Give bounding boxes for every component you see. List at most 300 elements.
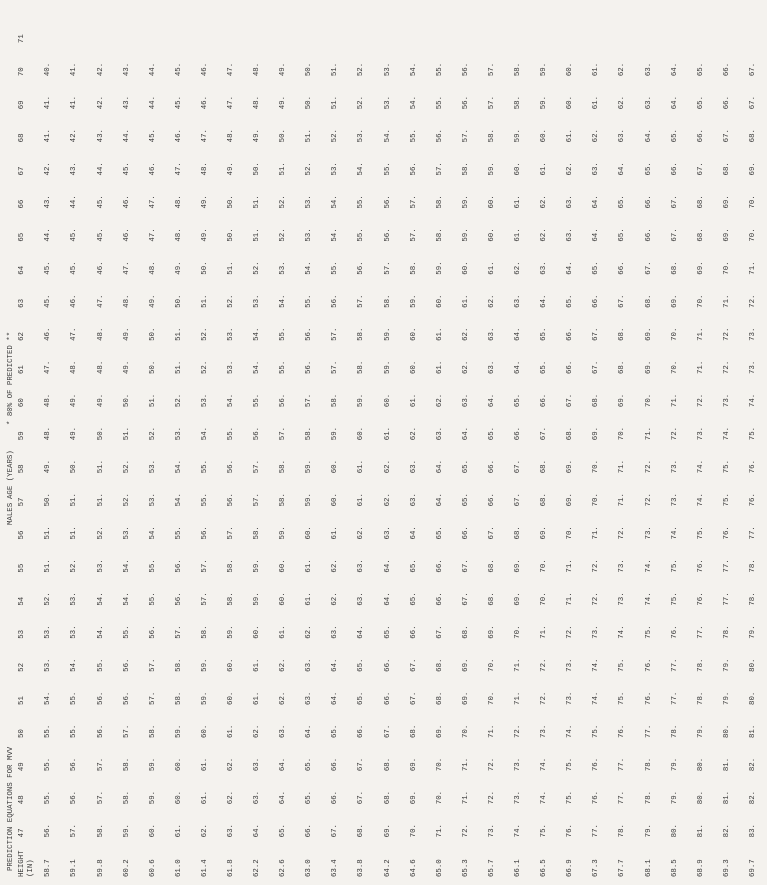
mvv-value-cell: 67. [514, 493, 523, 507]
mvv-value-cell: 65. [487, 426, 496, 441]
mvv-value-cell: 50. [122, 393, 131, 408]
height-cell: 65.7 [487, 859, 496, 877]
mvv-value-cell: 50. [227, 228, 235, 242]
mvv-value-cell: 69. [722, 228, 731, 242]
mvv-value-cell: 79. [644, 824, 653, 838]
mvv-value-cell: 65. [383, 625, 392, 639]
mvv-value-cell: 67. [566, 393, 575, 408]
mvv-value-cell: 54. [200, 426, 209, 441]
mvv-value-cell: 59. [540, 95, 549, 110]
mvv-value-cell: 63. [618, 129, 627, 143]
table-row [662, 10, 688, 877]
height-header: HEIGHT [17, 850, 26, 877]
mvv-value-cell: 75. [618, 658, 627, 672]
table-row [427, 10, 453, 877]
mvv-value-cell: 50. [44, 493, 53, 507]
mvv-value-cell: 70. [487, 691, 496, 705]
mvv-value-cell: 58. [148, 724, 157, 739]
mvv-value-cell: 78. [670, 724, 679, 739]
age-header: 47 [17, 828, 26, 838]
mvv-value-cell: 54. [174, 459, 183, 474]
mvv-value-cell: 65. [461, 459, 470, 474]
mvv-value-cell: 65. [618, 228, 627, 242]
mvv-value-cell: 58. [305, 426, 314, 441]
mvv-value-cell: 53. [279, 261, 288, 275]
mvv-value-cell: 75. [748, 426, 757, 441]
mvv-value-cell: 48. [253, 62, 262, 77]
mvv-value-cell: 64. [383, 559, 392, 573]
table-row [62, 10, 88, 877]
mvv-value-cell: 79. [696, 724, 705, 739]
height-cell: 63.8 [357, 859, 366, 877]
mvv-value-cell: 74. [540, 790, 549, 805]
mvv-value-cell: 69. [644, 327, 653, 341]
mvv-value-cell: 80. [696, 757, 705, 772]
mvv-value-cell: 68. [618, 360, 627, 375]
mvv-value-cell: 71. [748, 261, 757, 275]
mvv-value-cell: 68. [722, 162, 731, 176]
mvv-value-cell: 78. [644, 757, 653, 772]
mvv-value-cell: 69. [461, 658, 470, 672]
mvv-value-cell: 73. [748, 327, 757, 341]
mvv-value-cell: 67. [383, 724, 392, 739]
height-cell: 64.2 [383, 859, 392, 877]
mvv-value-cell: 68. [487, 592, 496, 606]
mvv-value-cell: 62. [487, 294, 496, 308]
mvv-value-cell: 58. [174, 691, 183, 705]
mvv-value-cell: 59. [409, 294, 418, 308]
mvv-value-cell: 61. [592, 95, 601, 110]
mvv-value-cell: 57. [96, 757, 105, 772]
mvv-value-cell: 46. [44, 327, 53, 341]
mvv-value-cell: 66. [435, 592, 444, 606]
mvv-value-cell: 66. [540, 393, 549, 408]
mvv-value-cell: 47. [70, 327, 79, 341]
mvv-value-cell: 77. [670, 691, 679, 705]
mvv-value-cell: 67. [748, 62, 757, 77]
age-header: 58 [17, 464, 26, 474]
mvv-value-cell: 72. [540, 691, 549, 705]
table-row [558, 10, 584, 877]
mvv-value-cell: 60. [305, 526, 314, 540]
mvv-value-cell: 59. [383, 360, 392, 375]
mvv-value-cell: 61. [253, 658, 262, 672]
mvv-value-cell: 76. [592, 790, 601, 805]
mvv-value-cell: 50. [227, 195, 235, 209]
mvv-value-cell: 66. [461, 526, 470, 540]
mvv-value-cell: 54. [122, 592, 131, 606]
mvv-value-cell: 67. [409, 691, 418, 705]
mvv-value-cell: 82. [748, 757, 757, 772]
height-cell: 66.5 [540, 859, 549, 877]
mvv-value-cell: 65. [670, 129, 679, 143]
mvv-value-cell: 47. [44, 360, 53, 375]
mvv-value-cell: 68. [514, 526, 523, 540]
mvv-value-cell: 54. [279, 294, 288, 308]
mvv-value-cell: 73. [514, 790, 523, 805]
mvv-value-cell: 53. [253, 294, 262, 308]
mvv-value-cell: 56. [96, 691, 105, 705]
mvv-value-cell: 62. [383, 459, 392, 474]
mvv-value-cell: 59. [227, 625, 235, 639]
mvv-value-cell: 69. [566, 459, 575, 474]
mvv-value-cell: 67. [409, 658, 418, 672]
mvv-value-cell: 70. [670, 360, 679, 375]
mvv-value-cell: 69. [383, 824, 392, 838]
mvv-value-cell: 53. [70, 625, 79, 639]
mvv-value-cell: 53. [383, 62, 392, 77]
mvv-value-cell: 56. [227, 493, 235, 507]
mvv-value-cell: 58. [122, 790, 131, 805]
mvv-value-cell: 56. [70, 757, 79, 772]
mvv-value-cell: 42. [70, 129, 79, 143]
mvv-value-cell: 56. [461, 95, 470, 110]
table-row [610, 10, 636, 877]
mvv-value-cell: 68. [540, 493, 549, 507]
mvv-value-cell: 59. [331, 426, 340, 441]
mvv-value-cell: 61. [435, 360, 444, 375]
mvv-value-cell: 44. [96, 162, 105, 176]
mvv-value-cell: 63. [409, 493, 418, 507]
mvv-value-cell: 63. [357, 559, 366, 573]
mvv-value-cell: 63. [435, 426, 444, 441]
mvv-value-cell: 52. [200, 327, 209, 341]
height-cell: 68.5 [670, 859, 679, 877]
mvv-value-cell: 60. [227, 691, 235, 705]
mvv-value-cell: 64. [331, 691, 340, 705]
mvv-value-cell: 68. [461, 625, 470, 639]
age-header: 59 [17, 431, 26, 441]
height-cell: 64.6 [409, 859, 418, 877]
mvv-value-cell: 49. [96, 393, 105, 408]
mvv-value-cell: 72. [461, 824, 470, 838]
mvv-value-cell: 62. [566, 162, 575, 176]
mvv-value-cell: 54. [383, 129, 392, 143]
mvv-value-cell: 73. [592, 625, 601, 639]
mvv-value-cell: 41. [70, 95, 79, 110]
mvv-value-cell: 62. [279, 658, 288, 672]
mvv-value-cell: 56. [383, 195, 392, 209]
height-cell: 62.6 [279, 859, 288, 877]
mvv-value-cell: 66. [644, 195, 653, 209]
table-body [36, 10, 767, 877]
mvv-value-cell: 49. [200, 228, 209, 242]
mvv-value-cell: 60. [174, 757, 183, 772]
mvv-value-cell: 59. [305, 459, 314, 474]
mvv-value-cell: 69. [487, 625, 496, 639]
mvv-value-cell: 66. [409, 625, 418, 639]
mvv-value-cell: 50. [253, 162, 262, 176]
mvv-value-cell: 53. [331, 162, 340, 176]
table-row [323, 10, 349, 877]
mvv-value-cell: 59. [540, 62, 549, 77]
mvv-value-cell: 76. [722, 526, 731, 540]
mvv-value-cell: 58. [487, 129, 496, 143]
mvv-table [18, 10, 767, 877]
mvv-value-cell: 59. [174, 724, 183, 739]
mvv-value-cell: 51. [227, 261, 235, 275]
mvv-value-cell: 57. [70, 824, 79, 838]
mvv-value-cell: 52. [96, 526, 105, 540]
mvv-value-cell: 56. [305, 360, 314, 375]
mvv-value-cell: 51. [96, 493, 105, 507]
height-cell: 68.9 [696, 859, 705, 877]
mvv-value-cell: 74. [644, 592, 653, 606]
mvv-value-cell: 64. [435, 459, 444, 474]
table-row [506, 10, 532, 877]
mvv-value-cell: 78. [696, 658, 705, 672]
mvv-value-cell: 74. [618, 625, 627, 639]
mvv-value-cell: 58. [435, 228, 444, 242]
mvv-value-cell: 77. [618, 757, 627, 772]
mvv-value-cell: 55. [227, 426, 235, 441]
mvv-value-cell: 49. [70, 426, 79, 441]
mvv-value-cell: 59. [461, 228, 470, 242]
mvv-value-cell: 56. [331, 294, 340, 308]
mvv-value-cell: 76. [644, 691, 653, 705]
height-cell: 68.1 [644, 859, 653, 877]
mvv-value-cell: 56. [227, 459, 235, 474]
mvv-value-cell: 66. [383, 691, 392, 705]
mvv-value-cell: 73. [670, 493, 679, 507]
mvv-value-cell: 45. [96, 195, 105, 209]
mvv-value-cell: 75. [722, 493, 731, 507]
mvv-value-cell: 63. [279, 724, 288, 739]
mvv-value-cell: 70. [435, 757, 444, 772]
mvv-value-cell: 49. [279, 62, 288, 77]
mvv-value-cell: 70. [592, 459, 601, 474]
mvv-value-cell: 50. [200, 261, 209, 275]
mvv-value-cell: 73. [696, 426, 705, 441]
mvv-value-cell: 52. [174, 393, 183, 408]
mvv-value-cell: 60. [409, 327, 418, 341]
mvv-value-cell: 57. [383, 261, 392, 275]
mvv-value-cell: 58. [96, 824, 105, 838]
mvv-value-cell: 64. [487, 393, 496, 408]
mvv-value-cell: 48. [200, 162, 209, 176]
mvv-value-cell: 69. [409, 790, 418, 805]
mvv-value-cell: 66. [566, 360, 575, 375]
mvv-value-cell: 68. [748, 129, 757, 143]
mvv-value-cell: 67. [357, 790, 366, 805]
mvv-value-cell: 54. [253, 327, 262, 341]
mvv-value-cell: 51. [174, 327, 183, 341]
mvv-value-cell: 45. [44, 261, 53, 275]
mvv-value-cell: 67. [514, 459, 523, 474]
mvv-value-cell: 57. [148, 658, 157, 672]
age-header: 48 [17, 795, 26, 805]
mvv-value-cell: 55. [148, 592, 157, 606]
mvv-value-cell: 48. [96, 327, 105, 341]
mvv-value-cell: 49. [200, 195, 209, 209]
mvv-value-cell: 63. [461, 393, 470, 408]
mvv-value-cell: 70. [540, 592, 549, 606]
age-header: 57 [17, 497, 26, 507]
mvv-value-cell: 45. [174, 62, 183, 77]
mvv-value-cell: 75. [722, 459, 731, 474]
mvv-value-cell: 52. [122, 459, 131, 474]
mvv-value-cell: 55. [70, 724, 79, 739]
mvv-value-cell: 73. [748, 360, 757, 375]
mvv-value-cell: 55. [174, 526, 183, 540]
mvv-value-cell: 50. [148, 360, 157, 375]
mvv-value-cell: 66. [592, 294, 601, 308]
mvv-value-cell: 73. [618, 559, 627, 573]
mvv-value-cell: 56. [148, 625, 157, 639]
mvv-value-cell: 58. [357, 360, 366, 375]
mvv-value-cell: 53. [44, 625, 53, 639]
mvv-value-cell: 46. [122, 228, 131, 242]
mvv-value-cell: 56. [96, 724, 105, 739]
mvv-value-cell: 71. [514, 658, 523, 672]
mvv-value-cell: 50. [148, 327, 157, 341]
mvv-value-cell: 64. [592, 195, 601, 209]
mvv-value-cell: 60. [566, 95, 575, 110]
mvv-value-cell: 64. [540, 294, 549, 308]
mvv-value-cell: 47. [174, 162, 183, 176]
mvv-value-cell: 53. [148, 459, 157, 474]
mvv-value-cell: 60. [227, 658, 235, 672]
mvv-value-cell: 54. [331, 195, 340, 209]
mvv-value-cell: 47. [122, 261, 131, 275]
age-header: 69 [17, 100, 26, 110]
mvv-value-cell: 60. [566, 62, 575, 77]
mvv-value-cell: 61. [592, 62, 601, 77]
mvv-value-cell: 60. [331, 459, 340, 474]
mvv-value-cell: 70. [487, 658, 496, 672]
mvv-value-cell: 47. [148, 228, 157, 242]
age-header: 54 [17, 596, 26, 606]
mvv-value-cell: 70. [461, 724, 470, 739]
mvv-value-cell: 60. [174, 790, 183, 805]
mvv-value-cell: 46. [148, 162, 157, 176]
mvv-value-cell: 46. [122, 195, 131, 209]
mvv-value-cell: 58. [122, 757, 131, 772]
mvv-value-cell: 66. [487, 459, 496, 474]
mvv-value-cell: 71. [696, 360, 705, 375]
height-cell: 61.0 [174, 859, 183, 877]
mvv-value-cell: 65. [461, 493, 470, 507]
mvv-value-cell: 72. [487, 790, 496, 805]
mvv-value-cell: 63. [253, 757, 262, 772]
mvv-value-cell: 58. [227, 559, 235, 573]
height-cell: 59.8 [96, 859, 105, 877]
mvv-value-cell: 73. [618, 592, 627, 606]
table-row [688, 10, 714, 877]
mvv-value-cell: 69. [670, 294, 679, 308]
mvv-value-cell: 70. [670, 327, 679, 341]
mvv-value-cell: 65. [618, 195, 627, 209]
mvv-value-cell: 65. [540, 360, 549, 375]
mvv-value-cell: 54. [409, 95, 418, 110]
mvv-value-cell: 65. [409, 592, 418, 606]
mvv-value-cell: 68. [592, 393, 601, 408]
table-row [297, 10, 323, 877]
mvv-value-cell: 62. [227, 757, 235, 772]
table-row [375, 10, 401, 877]
mvv-value-cell: 56. [44, 824, 53, 838]
mvv-value-cell: 63. [540, 261, 549, 275]
mvv-value-cell: 60. [435, 294, 444, 308]
mvv-value-cell: 69. [618, 393, 627, 408]
height-cell: 65.0 [435, 859, 444, 877]
mvv-value-cell: 74. [592, 691, 601, 705]
mvv-value-cell: 60. [279, 592, 288, 606]
mvv-value-cell: 61. [514, 228, 523, 242]
mvv-value-cell: 83. [748, 824, 757, 838]
mvv-value-cell: 64. [305, 724, 314, 739]
mvv-value-cell: 75. [644, 625, 653, 639]
mvv-value-cell: 63. [566, 228, 575, 242]
mvv-value-cell: 61. [566, 129, 575, 143]
mvv-value-cell: 79. [670, 790, 679, 805]
mvv-value-cell: 60. [200, 724, 209, 739]
mvv-value-cell: 51. [253, 195, 262, 209]
mvv-value-cell: 62. [253, 724, 262, 739]
mvv-value-cell: 48. [148, 261, 157, 275]
mvv-value-cell: 65. [357, 691, 366, 705]
mvv-value-cell: 55. [305, 294, 314, 308]
mvv-value-cell: 66. [618, 261, 627, 275]
mvv-value-cell: 58. [357, 327, 366, 341]
mvv-value-cell: 58. [461, 162, 470, 176]
mvv-value-cell: 63. [592, 162, 601, 176]
mvv-value-cell: 69. [540, 526, 549, 540]
mvv-value-cell: 57. [253, 459, 262, 474]
mvv-value-cell: 81. [722, 757, 731, 772]
mvv-value-cell: 61. [514, 195, 523, 209]
mvv-value-cell: 75. [696, 526, 705, 540]
age-axis-label: AGE (YEARS) [7, 450, 15, 499]
mvv-value-cell: 50. [305, 62, 314, 77]
age-header: 61 [17, 365, 26, 375]
mvv-value-cell: 57. [200, 559, 209, 573]
mvv-value-cell: 75. [670, 592, 679, 606]
mvv-value-cell: 52. [200, 360, 209, 375]
mvv-value-cell: 71. [696, 327, 705, 341]
mvv-value-cell: 67. [461, 592, 470, 606]
table-row [193, 10, 219, 877]
mvv-value-cell: 56. [200, 526, 209, 540]
mvv-value-cell: 67. [435, 625, 444, 639]
age-header: 68 [17, 133, 26, 143]
height-unit: (IN) [26, 859, 35, 877]
percent-predicted-label: * 80% OF PREDICTED ** [7, 331, 15, 425]
mvv-value-cell: 76. [696, 559, 705, 573]
mvv-value-cell: 45. [122, 162, 131, 176]
mvv-value-cell: 55. [435, 62, 444, 77]
mvv-value-cell: 59. [435, 261, 444, 275]
mvv-value-cell: 62. [331, 592, 340, 606]
mvv-value-cell: 61. [461, 294, 470, 308]
mvv-value-cell: 59. [279, 526, 288, 540]
height-cell: 69.7 [748, 859, 757, 877]
mvv-value-cell: 71. [461, 790, 470, 805]
mvv-value-cell: 52. [148, 426, 157, 441]
table-row [140, 10, 166, 877]
mvv-value-cell: 61. [279, 625, 288, 639]
mvv-value-cell: 76. [696, 592, 705, 606]
age-header: 53 [17, 629, 26, 639]
height-cell: 61.4 [200, 859, 209, 877]
mvv-value-cell: 54. [227, 393, 235, 408]
mvv-value-cell: 60. [383, 393, 392, 408]
mvv-value-cell: 53. [305, 195, 314, 209]
mvv-value-cell: 72. [540, 658, 549, 672]
mvv-value-cell: 53. [227, 360, 235, 375]
mvv-value-cell: 51. [96, 459, 105, 474]
age-header: 71 [17, 34, 26, 44]
